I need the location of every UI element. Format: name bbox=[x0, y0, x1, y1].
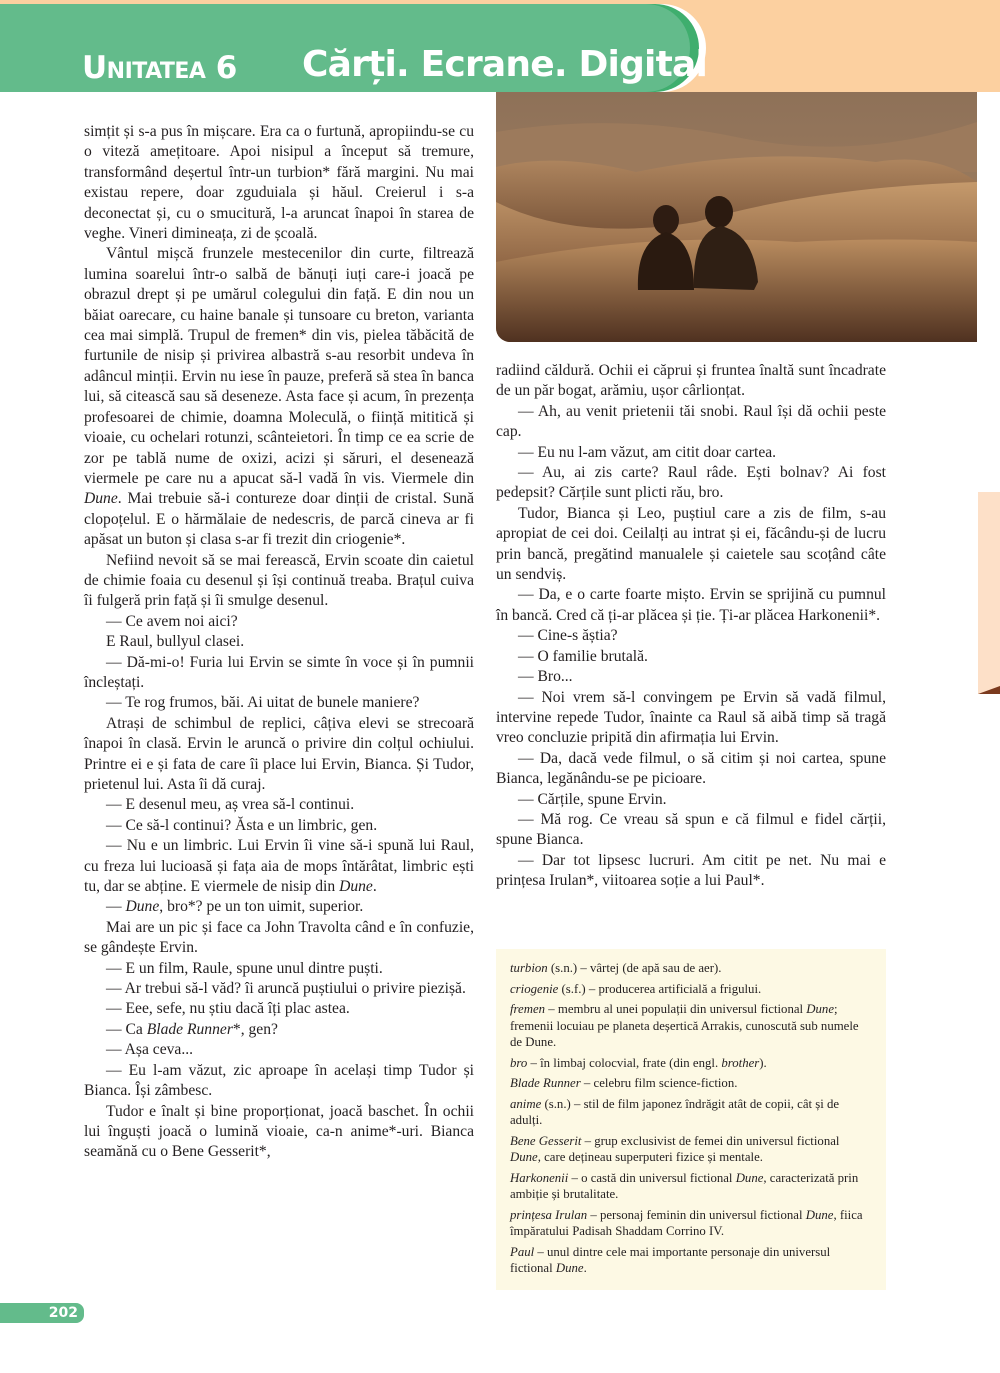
text-run: Tudor e înalt și bine proporționat, joacă baschet. În ochii lui înguști joacă o lumină vioaie, ca-n anime*-uri. Bianca seamănă cu o Bene Gesserit*, bbox=[84, 1102, 474, 1161]
text-run: Atrași de schimbul de replici, câțiva elevi se strecoară înapoi în clasă. Ervin le aruncă o privire din colțul ochiului. Printre ei e și fata de care îi place lui Ervin, Bianca. Și Tudor, prietenul lui. Asta îi dă curaj. bbox=[84, 714, 474, 793]
text-run: , caracterizată prin ambiție și brutalitate. bbox=[510, 1171, 859, 1202]
text-run: radiind căldură. Ochii ei căprui și fruntea înaltă sunt încadrate de un păr bogat, arămiu, ușor cârlionțat. bbox=[496, 362, 886, 400]
story-paragraph bbox=[496, 667, 886, 687]
story-paragraph bbox=[84, 897, 474, 917]
story-paragraph bbox=[496, 647, 886, 667]
italic-term: prințesa Irulan bbox=[510, 1207, 588, 1222]
text-run: — E desenul meu, aș vrea să-l continui. bbox=[106, 796, 355, 814]
italic-term: anime bbox=[510, 1097, 542, 1112]
story-paragraph bbox=[84, 714, 474, 796]
text-run: — Nu e un limbric. Lui Ervin îi vine să-i spună lui Raul, cu freza lui lucioasă și fața aia de mops întărâtat, limbric ești tu, dar se abține. E viermele de nisip din bbox=[84, 837, 474, 896]
text-run: (s.n.) – stil de film japonez îndrăgit atât de copii, cât și de adulți. bbox=[510, 1097, 840, 1128]
italic-term: Blade Runner bbox=[510, 1076, 581, 1091]
story-paragraph bbox=[84, 1020, 474, 1040]
glossary-entry bbox=[510, 1055, 872, 1071]
story-paragraph bbox=[84, 1061, 474, 1102]
desert-dunes-photo bbox=[496, 92, 977, 342]
italic-term: brother bbox=[721, 1055, 760, 1070]
text-run: — Ce avem noi aici? bbox=[106, 612, 238, 630]
desert-dunes-illustration bbox=[496, 92, 977, 342]
text-run: — Ce să-l continui? Ăsta e un limbric, gen. bbox=[106, 816, 378, 834]
unit-title: Cărți. Ecrane. Digital bbox=[302, 44, 708, 85]
story-paragraph bbox=[84, 612, 474, 632]
story-paragraph bbox=[496, 749, 886, 790]
glossary-entry bbox=[510, 1075, 872, 1091]
text-run: . Mai trebuie să-i contureze doar dinții de cristal. Sună clopoțelul. E o hărmălaie de nedescris, de parcă cineva ar fi apăsat un buton și clasa s-ar fi trezit din criogenie*. bbox=[84, 490, 474, 549]
story-paragraph bbox=[84, 1102, 474, 1163]
text-run: . bbox=[583, 1261, 587, 1276]
text-run: — Mă rog. Ce vreau să spun e că filmul e fidel cărții, spune Bianca. bbox=[496, 810, 886, 849]
story-paragraph bbox=[84, 653, 474, 694]
story-paragraph bbox=[84, 959, 474, 979]
story-paragraph bbox=[496, 463, 886, 504]
text-run: – membru al unei populații din universul fictional bbox=[545, 1002, 807, 1017]
text-run: — bbox=[106, 898, 126, 916]
page-edge-corner bbox=[978, 686, 1000, 694]
glossary-entry bbox=[510, 1133, 872, 1166]
text-run: – o castă din universul fictional bbox=[568, 1171, 736, 1185]
italic-term: Dune bbox=[510, 1150, 538, 1165]
story-paragraph bbox=[84, 795, 474, 815]
italic-term: Blade Runner bbox=[146, 1020, 233, 1038]
italic-term: Dune bbox=[735, 1171, 764, 1185]
story-paragraph bbox=[84, 244, 474, 550]
text-run: . bbox=[372, 878, 377, 896]
story-paragraph bbox=[496, 443, 886, 463]
story-paragraph bbox=[84, 918, 474, 959]
text-run: (s.f.) – producerea artificială a frigului. bbox=[558, 981, 762, 996]
text-run: — Așa ceva... bbox=[106, 1041, 194, 1059]
text-run: – grup exclusivist de femei din universul fictional bbox=[581, 1134, 840, 1149]
glossary-entry bbox=[510, 1001, 872, 1050]
glossary-box bbox=[496, 949, 886, 1290]
story-paragraph bbox=[496, 361, 886, 402]
text-run: , bro*? pe un ton uimit, superior. bbox=[159, 898, 364, 916]
story-paragraph bbox=[84, 693, 474, 713]
italic-term: fremen bbox=[510, 1002, 546, 1017]
text-run: — Bro... bbox=[518, 668, 573, 686]
text-run: ; fremenii locuiau pe planeta deșertică Arrakis, cunoscută sub numele de Dune. bbox=[510, 1002, 859, 1049]
text-run: Nefiind nevoit să se mai ferească, Ervin scoate din caietul de chimie foaia cu desenul și își continuă treaba. Brațul cuiva îi fulgeră prin față și îi smulge desenul. bbox=[84, 551, 474, 610]
text-run: Tudor, Bianca și Leo, puștiul care a zis de film, s-au apropiat de cei doi. Ceilalți au intrat și ei, făcându-și de lucru prin bancă, pregătind manualele și caietele sau scoțând câte un sendviș. bbox=[496, 504, 886, 584]
glossary-entry bbox=[510, 1170, 872, 1203]
text-run: — Eee, sefe, nu știu dacă îți plac astea. bbox=[106, 1000, 350, 1018]
italic-term: Bene Gesserit bbox=[510, 1134, 582, 1149]
italic-term: Dune bbox=[805, 1207, 834, 1222]
text-run: (s.n.) – vârtej (de apă sau de aer). bbox=[547, 961, 722, 975]
text-run: — Da, dacă vede filmul, o să citim și noi cartea, spune Bianca, legănându-se pe picioare. bbox=[496, 749, 886, 788]
unit-label: Unitatea 6 bbox=[82, 50, 237, 86]
text-run: — Dar tot lipsesc lucruri. Am citit pe net. Nu mai e prințesa Irulan*, viitoarea soție a lui Paul*. bbox=[496, 851, 886, 890]
text-run: — Ar trebui să-l văd? îi aruncă puștiului o privire piezișă. bbox=[106, 980, 466, 998]
italic-term: turbion bbox=[510, 961, 548, 975]
text-run: — Cine-s ăștia? bbox=[518, 627, 618, 645]
story-paragraph bbox=[84, 122, 474, 244]
text-run: — Eu l-am văzut, zic aproape în același timp Tudor și Bianca. Își zâmbesc. bbox=[84, 1061, 474, 1100]
story-paragraph bbox=[84, 551, 474, 612]
text-run: — Dă-mi-o! Furia lui Ervin se simte în voce și în pumnii încleștați. bbox=[84, 653, 474, 691]
text-run: – unul dintre cele mai importante personaje din universul fictional bbox=[510, 1244, 831, 1276]
glossary-entry bbox=[510, 1207, 872, 1240]
italic-term: Paul bbox=[510, 1244, 535, 1259]
story-paragraph bbox=[496, 851, 886, 892]
story-paragraph bbox=[84, 1040, 474, 1060]
text-run: E Raul, bullyul clasei. bbox=[106, 633, 245, 651]
text-run: — E un film, Raule, spune unul dintre puști. bbox=[106, 959, 383, 977]
text-run: , fiica împăratului Padisah Shaddam Corrino IV. bbox=[510, 1207, 863, 1239]
text-run: – personaj feminin din universul fictional bbox=[587, 1207, 806, 1222]
story-text-left-column bbox=[84, 122, 474, 1163]
story-paragraph bbox=[84, 816, 474, 836]
text-run: — Ah, au venit prietenii tăi snobi. Raul își dă ochii peste cap. bbox=[496, 402, 886, 441]
story-paragraph bbox=[496, 585, 886, 626]
story-paragraph bbox=[496, 504, 886, 586]
text-run: ). bbox=[759, 1055, 767, 1070]
italic-term: criogenie bbox=[510, 981, 559, 996]
text-run: – celebru film science-fiction. bbox=[580, 1076, 738, 1091]
text-run: simțit și s-a pus în mișcare. Era ca o furtună, apropiindu-se cu o viteză amețitoare. Apoi nisipul a început să tremure, transformând deșertul într-un turbion* fără margini. Nu mai existau repere, doar zguduiala și hăul. Creierul i s-a deconectat și, cu o smucitură, l-a aruncat înapoi în starea de veghe. Vineri dimineața, zi de școală. bbox=[84, 123, 474, 243]
page-edge-tab bbox=[978, 492, 1000, 694]
story-paragraph bbox=[496, 810, 886, 851]
story-paragraph bbox=[84, 999, 474, 1019]
story-paragraph bbox=[496, 790, 886, 810]
italic-term: Dune bbox=[555, 1261, 584, 1276]
page-number: 202 bbox=[0, 1303, 84, 1323]
italic-term: Dune bbox=[84, 490, 118, 508]
text-run: , care dețineau superputeri fizice și mentale. bbox=[537, 1150, 763, 1165]
story-paragraph bbox=[496, 402, 886, 443]
text-run: *, gen? bbox=[232, 1020, 278, 1038]
text-run: — Ca bbox=[106, 1020, 147, 1038]
italic-term: Dune bbox=[125, 898, 160, 916]
text-run: — Da, e o carte foarte mișto. Ervin se sprijină cu pumnul în bancă. Cred că ți-ar plăcea și ție. Ți-ar plăcea Harkonenii*. bbox=[496, 586, 886, 624]
text-run: Mai are un pic și face ca John Travolta când e în confuzie, se gândește Ervin. bbox=[84, 918, 474, 957]
italic-term: Dune bbox=[339, 878, 373, 896]
glossary-entry bbox=[510, 981, 872, 997]
text-run: — Au, ai zis carte? Raul râde. Ești bolnav? Ai fost pedepsit? Cărțile sunt plicti rău, bro. bbox=[496, 464, 886, 502]
text-run: — Te rog frumos, băi. Ai uitat de bunele maniere? bbox=[106, 694, 420, 712]
glossary-entry bbox=[510, 1244, 872, 1277]
story-paragraph bbox=[496, 688, 886, 749]
story-paragraph bbox=[496, 626, 886, 646]
text-run: — Noi vrem să-l convingem pe Ervin să vadă filmul, intervine repede Tudor, înainte ca Raul să aibă timp să tragă vreo concluzie pripită din afirmația lui Ervin. bbox=[496, 688, 886, 747]
story-paragraph bbox=[84, 836, 474, 897]
story-paragraph bbox=[84, 979, 474, 999]
text-run: – în limbaj colocvial, frate (din engl. bbox=[527, 1055, 722, 1070]
italic-term: Harkonenii bbox=[510, 1171, 569, 1185]
glossary-entry bbox=[510, 1096, 872, 1129]
italic-term: bro bbox=[510, 1055, 528, 1070]
text-run: — O familie brutală. bbox=[518, 647, 648, 665]
text-run: — Cărțile, spune Ervin. bbox=[518, 790, 667, 808]
glossary-entry bbox=[510, 960, 872, 976]
italic-term: Dune bbox=[806, 1002, 834, 1017]
story-text-right-column bbox=[496, 361, 886, 892]
story-paragraph bbox=[84, 632, 474, 652]
text-run: Vântul mișcă frunzele mestecenilor din curte, filtrează lumina soarelui într-o salbă de bănuți iuți care-i joacă pe obrazul drept și pe umărul colegului din față. E din nou un băiat oarecare, cu haine banale și tunsoare cu breton, varianta cea mai simplă. Trupul de fremen* din vis, pielea tăbăcită de furtunile de nisip și privirea albastră s-au resorbit undeva în adâncul minții. Ervin nu iese în pauze, preferă să stea în banca lui, să citească sau să deseneze. Asta face și acum, în prezența profesoarei de chimie, doamna Moleculă, o ființă mititică și vioaie, cu ochelari rotunzi, scânteietori. În timp ce ea scrie de zor pe tablă nume de oxizi, acizi și săruri, el desenează viermele pe care nu a apucat să-l vadă în vis. Viermele din bbox=[84, 245, 474, 487]
text-run: — Eu nu l-am văzut, am citit doar cartea. bbox=[518, 443, 777, 461]
